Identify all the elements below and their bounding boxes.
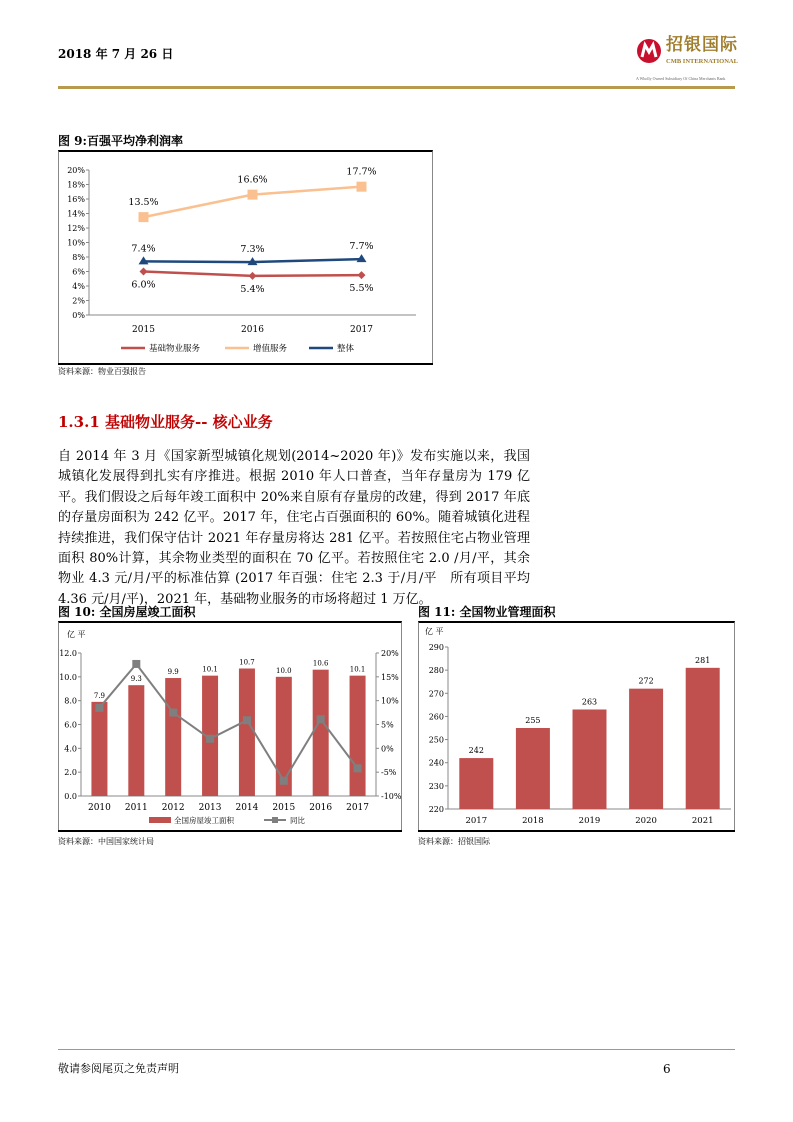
fig11-rule bbox=[418, 830, 735, 832]
fig10-y2-axis-tick-label: -5% bbox=[381, 768, 397, 778]
fig10-source: 资料来源：中国国家统计局 bbox=[58, 837, 154, 846]
fig9-chart bbox=[58, 150, 433, 364]
fig10-x-label: 2012 bbox=[161, 803, 185, 813]
fig10-y2-axis-tick-label: 5% bbox=[381, 720, 394, 730]
fig10-y2-axis-tick-label: 0% bbox=[381, 744, 394, 754]
header-divider bbox=[58, 86, 735, 89]
fig10-y2-axis-tick-label: 10% bbox=[381, 696, 399, 706]
logo-sub: A Wholly Owned Subsidiary Of China Merchants Bank bbox=[636, 76, 726, 81]
fig11-bar-label: 272 bbox=[638, 676, 654, 686]
fig9-point bbox=[248, 190, 258, 200]
fig9-x-label: 2015 bbox=[132, 325, 155, 335]
fig11-x-label: 2020 bbox=[635, 816, 657, 826]
fig9-y-axis-tick-label: 10% bbox=[67, 238, 85, 248]
fig9-data-label: 5.5% bbox=[349, 283, 374, 295]
fig10-legend-label: 同比 bbox=[290, 816, 305, 825]
fig9-legend-label: 基础物业服务 bbox=[149, 344, 201, 354]
fig10-y-axis-tick-label: 10.0 bbox=[59, 672, 77, 682]
fig11-title: 图 11: 全国物业管理面积 bbox=[418, 605, 556, 619]
fig11-y-axis-tick-label: 220 bbox=[428, 805, 444, 814]
fig9-data-label: 6.0% bbox=[131, 279, 156, 291]
fig9-y-axis-tick-label: 8% bbox=[72, 253, 85, 262]
fig10-bar bbox=[165, 678, 181, 796]
fig9-data-label: 16.6% bbox=[237, 174, 268, 186]
fig10-y-axis-tick-label: 2.0 bbox=[64, 768, 77, 778]
fig10-x-label: 2014 bbox=[235, 803, 259, 813]
fig9-y-axis-tick-label: 6% bbox=[72, 267, 85, 277]
fig9-point bbox=[139, 212, 149, 222]
fig11-x-label: 2018 bbox=[522, 816, 544, 826]
fig10-y-axis-tick-label: 0.0 bbox=[64, 792, 77, 801]
fig9-legend-label: 增值服务 bbox=[253, 344, 288, 354]
fig10-yoy-point bbox=[243, 716, 251, 724]
fig9-y-axis-tick-label: 4% bbox=[72, 282, 85, 291]
fig9-legend-label: 整体 bbox=[337, 344, 355, 354]
fig9-source: 资料来源：物业百强报告 bbox=[58, 367, 146, 376]
fig10-yoy-point bbox=[317, 715, 325, 723]
fig10-y-axis-tick-label: 12.0 bbox=[59, 649, 77, 658]
fig11-bar bbox=[516, 728, 550, 809]
report-date: 2018 年 7 月 26 日 bbox=[58, 47, 174, 61]
fig10-x-label: 2011 bbox=[124, 803, 148, 813]
fig11-bar bbox=[686, 668, 720, 809]
fig10-bar-label: 10.1 bbox=[349, 665, 366, 674]
fig10-legend-swatch bbox=[149, 817, 171, 823]
fig9-data-label: 7.4% bbox=[131, 243, 156, 255]
fig11-x-label: 2021 bbox=[691, 816, 714, 826]
fig10-yoy-point bbox=[354, 764, 362, 772]
fig9-point bbox=[249, 272, 257, 280]
fig9-point bbox=[357, 182, 367, 192]
fig10-chart bbox=[58, 621, 402, 831]
fig10-yoy-point bbox=[95, 704, 103, 712]
fig9-point bbox=[140, 268, 148, 276]
fig11-bar bbox=[629, 689, 663, 809]
fig9-y-axis-tick-label: 12% bbox=[67, 224, 85, 233]
fig9-title: 图 9:百强平均净利润率 bbox=[58, 134, 183, 148]
fig10-x-label: 2016 bbox=[309, 803, 333, 813]
fig11-y-axis-tick-label: 240 bbox=[428, 758, 444, 768]
fig11-y-axis-tick-label: 270 bbox=[428, 689, 444, 699]
fig11-x-label: 2019 bbox=[578, 816, 601, 826]
fig10-x-label: 2013 bbox=[198, 803, 222, 813]
fig10-x-label: 2010 bbox=[87, 803, 111, 813]
fig11-source: 资料来源：招银国际 bbox=[418, 837, 490, 846]
fig9-data-label: 7.7% bbox=[349, 241, 374, 253]
fig9-x-label: 2017 bbox=[350, 325, 373, 335]
logo-en: CMB INTERNATIONAL bbox=[666, 58, 738, 65]
logo-cn: 招银国际 bbox=[666, 35, 738, 55]
footer-divider bbox=[58, 1049, 735, 1050]
fig11-bar bbox=[459, 758, 493, 809]
fig10-bar bbox=[239, 668, 255, 796]
section-heading: 1.3.1 基础物业服务-- 核心业务 bbox=[58, 413, 273, 431]
page-number: 6 bbox=[663, 1062, 671, 1076]
fig9-y-axis-tick-label: 20% bbox=[67, 166, 85, 175]
fig10-bar bbox=[128, 685, 144, 796]
fig10-title: 图 10: 全国房屋竣工面积 bbox=[58, 605, 196, 619]
fig10-bar-label: 7.9 bbox=[93, 691, 106, 700]
fig11-y-axis-tick-label: 250 bbox=[428, 735, 444, 745]
section-paragraph: 自 2014 年 3 月《国家新型城镇化规划(2014~2020 年)》发布实施以来，我国城镇化发展得到扎实有序推进。根据 2010 年人口普查，当年存量房为 179 亿平。我们假设之后每年竣工面积中 20%来自原有存量房的改建，得到 2017 年底的存量房面积为 242 亿平。2017 年，住宅占百强面积的 60%。随着城镇化进程持续推进，我们保守估计 2021 年存量房将达 281 亿平。若按照住宅占物业管理面积 80%计算，其余物业类型的面积在 70 亿平。若按照住宅 2.0 /月/平，其余物业 4.3 元/月/平的标准估算 (2017 年百强：住宅 2.3 于/月/平 所有项目平均 4.36 元/月/平)，2021 年，基础物业服务的市场将超过 1 万亿。 bbox=[58, 449, 530, 607]
fig10-y2-axis-tick-label: 15% bbox=[381, 672, 399, 682]
fig10-x-label: 2017 bbox=[346, 803, 370, 813]
fig10-bar bbox=[91, 702, 107, 796]
fig10-yoy-point bbox=[206, 735, 214, 743]
fig10-bar bbox=[313, 670, 329, 796]
fig10-yoy-point bbox=[280, 777, 288, 785]
fig9-data-label: 17.7% bbox=[346, 166, 377, 178]
fig11-x-label: 2017 bbox=[465, 816, 488, 826]
fig9-data-label: 13.5% bbox=[128, 197, 159, 209]
fig10-bar-label: 10.7 bbox=[239, 658, 255, 667]
fig10-y-axis-tick-label: 8.0 bbox=[64, 696, 77, 706]
fig10-unit: 亿 平 bbox=[67, 630, 86, 639]
fig11-y-axis-tick-label: 230 bbox=[428, 781, 444, 791]
fig9-rule bbox=[58, 363, 433, 365]
fig10-bar-label: 10.0 bbox=[276, 666, 292, 675]
fig10-bar-label: 10.1 bbox=[202, 665, 218, 674]
fig10-bar bbox=[350, 676, 366, 796]
fig10-x-label: 2015 bbox=[272, 803, 296, 813]
fig11-bar-label: 242 bbox=[468, 746, 484, 756]
fig10-rule bbox=[58, 830, 402, 832]
fig10-legend-label: 全国房屋竣工面积 bbox=[174, 816, 234, 825]
fig10-y2-axis-tick-label: 20% bbox=[381, 649, 399, 658]
fig11-unit: 亿 平 bbox=[425, 627, 444, 636]
fig9-point bbox=[358, 271, 366, 279]
fig11-chart bbox=[418, 621, 735, 831]
fig9-data-label: 5.4% bbox=[240, 283, 265, 295]
cmb-logo bbox=[636, 36, 751, 86]
fig11-bar-label: 255 bbox=[525, 716, 541, 725]
fig10-yoy-point bbox=[169, 709, 177, 717]
fig9-data-label: 7.3% bbox=[240, 244, 265, 256]
fig11-y-axis-tick-label: 260 bbox=[428, 712, 444, 722]
fig10-y-axis-tick-label: 4.0 bbox=[64, 744, 77, 754]
fig9-y-axis-tick-label: 16% bbox=[67, 195, 85, 204]
fig9-y-axis-tick-label: 18% bbox=[67, 180, 85, 190]
footer-disclaimer: 敬请参阅尾页之免责声明 bbox=[58, 1062, 179, 1075]
fig10-yoy-point bbox=[132, 660, 140, 668]
fig9-y-axis-tick-label: 14% bbox=[67, 209, 85, 219]
fig10-y-axis-tick-label: 6.0 bbox=[64, 720, 77, 730]
fig10-bar-label: 9.3 bbox=[130, 675, 142, 684]
fig11-y-axis-tick-label: 290 bbox=[428, 643, 444, 652]
fig11-bar-label: 263 bbox=[581, 697, 598, 707]
fig11-bar-label: 281 bbox=[695, 655, 711, 665]
fig11-bar bbox=[573, 709, 607, 809]
cmb-logo-icon bbox=[636, 38, 662, 64]
fig9-y-axis-tick-label: 2% bbox=[72, 296, 85, 306]
fig9-x-label: 2016 bbox=[241, 325, 264, 335]
fig10-y2-axis-tick-label: -10% bbox=[381, 792, 401, 801]
fig9-y-axis-tick-label: 0% bbox=[72, 311, 85, 320]
fig10-legend-marker bbox=[272, 817, 278, 823]
fig11-y-axis-tick-label: 280 bbox=[428, 666, 444, 676]
fig10-bar-label: 9.9 bbox=[167, 668, 179, 677]
fig10-bar-label: 10.6 bbox=[312, 659, 329, 668]
